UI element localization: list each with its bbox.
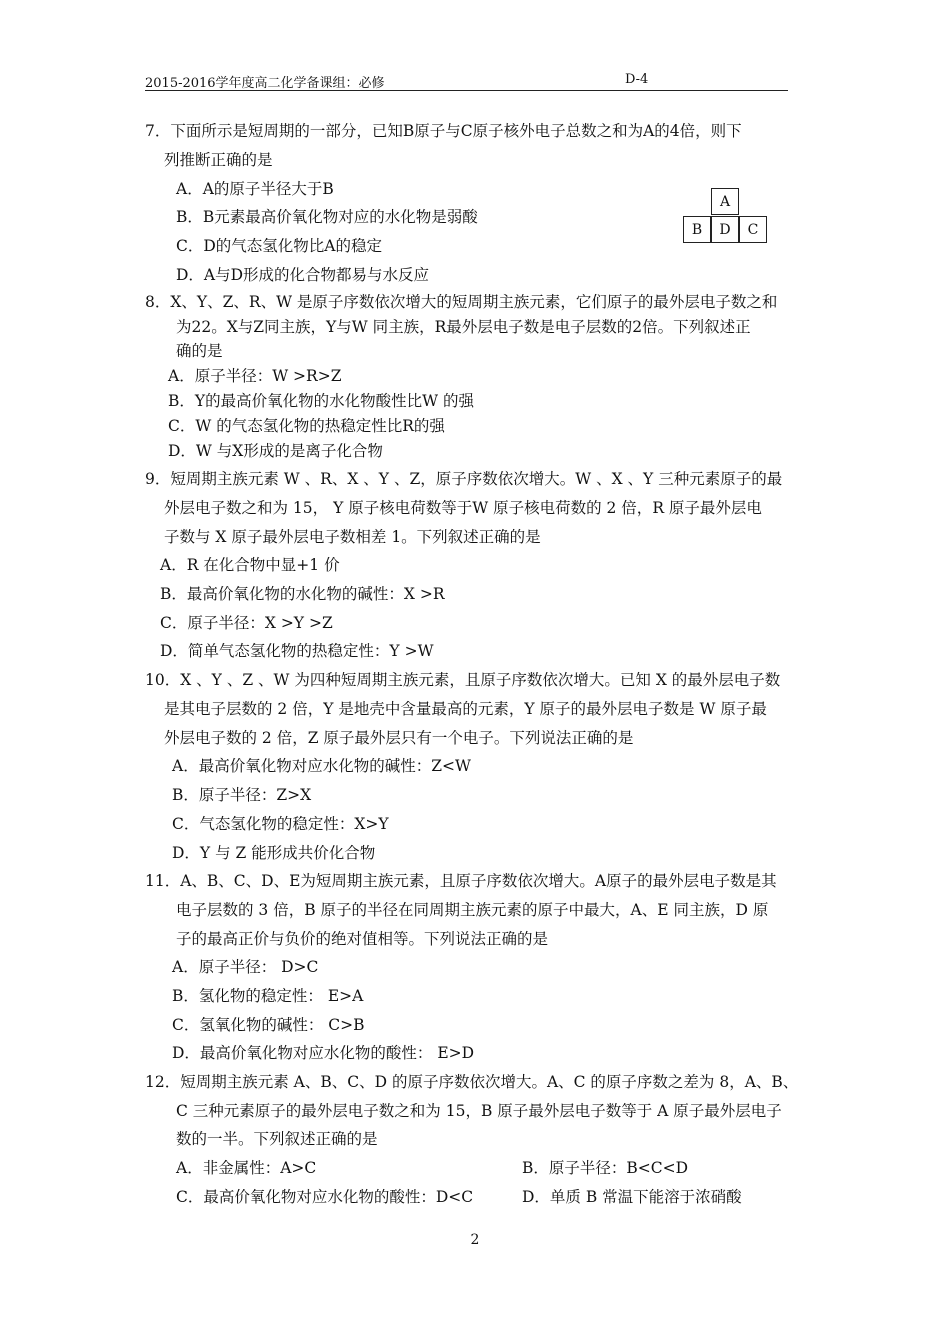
question-10-stem-line-1: 10．X 、Y 、Z 、W 为四种短周期主族元素，且原子序数依次增大。已知 X 的最外层电子数: [145, 671, 781, 689]
page-header: [145, 72, 788, 91]
question-7-stem-line-2: 列推断正确的是: [164, 151, 273, 169]
question-7-option-a: A．A的原子半径大于B: [176, 180, 334, 198]
question-9-option-a: A．R 在化合物中显+1 价: [160, 556, 340, 574]
header-doc-code: D-4: [625, 72, 649, 87]
question-9-option-d: D．简单气态氢化物的热稳定性：Y >W: [160, 642, 434, 660]
question-8-option-a: A．原子半径：W >R>Z: [168, 367, 342, 385]
question-12-option-b: B．原子半径：B<C<D: [522, 1159, 689, 1177]
question-10-stem-line-2: 是其电子层数的 2 倍，Y 是地壳中含量最高的元素，Y 原子的最外层电子数是 W 原子最: [164, 700, 767, 718]
question-8-stem-line-1: 8．X、Y、Z、R、W 是原子序数依次增大的短周期主族元素，它们原子的最外层电子数之和: [145, 293, 778, 311]
question-10-option-d: D．Y 与 Z 能形成共价化合物: [172, 844, 376, 862]
question-7-option-c: C．D的气态氢化物比A的稳定: [176, 237, 382, 255]
question-12-stem-line-2: C 三种元素原子的最外层电子数之和为 15，B 原子最外层电子数等于 A 原子最外层电子: [176, 1102, 782, 1120]
question-8-stem-line-3: 确的是: [176, 342, 223, 360]
question-8-stem-line-2: 为22。X与Z同主族，Y与W 同主族，R最外层电子数是电子层数的2倍。下列叙述正: [176, 318, 751, 336]
question-7-stem-line-1: 7．下面所示是短周期的一部分，已知B原子与C原子核外电子总数之和为A的4倍，则下: [145, 122, 742, 140]
question-10-option-c: C．气态氢化物的稳定性：X>Y: [172, 815, 389, 833]
table-cell-b: B: [683, 216, 711, 243]
question-11-option-c: C．氢氧化物的碱性： C>B: [172, 1016, 365, 1034]
table-cell-d: D: [711, 216, 739, 243]
question-9-option-c: C．原子半径：X >Y >Z: [160, 614, 333, 632]
header-course-text: 2015-2016学年度高二化学备课组：必修: [145, 76, 385, 91]
question-9-stem-line-3: 子数与 X 原子最外层电子数相差 1。下列叙述正确的是: [164, 528, 541, 546]
question-12-stem-line-3: 数的一半。下列叙述正确的是: [176, 1130, 378, 1148]
question-8-option-b: B．Y的最高价氧化物的水化物酸性比W 的强: [168, 392, 474, 410]
question-8-option-c: C．W 的气态氢化物的热稳定性比R的强: [168, 417, 445, 435]
question-11-option-b: B．氢化物的稳定性： E>A: [172, 987, 364, 1005]
question-7-option-d: D．A与D形成的化合物都易与水反应: [176, 266, 430, 284]
question-12-option-d: D．单质 B 常温下能溶于浓硝酸: [522, 1188, 742, 1206]
table-cell-c: C: [739, 216, 767, 243]
question-11-option-a: A．原子半径： D>C: [172, 958, 319, 976]
question-7-option-b: B．B元素最高价氧化物对应的水化物是弱酸: [176, 208, 478, 226]
question-9-stem-line-2: 外层电子数之和为 15， Y 原子核电荷数等于W 原子核电荷数的 2 倍，R 原子最外层电: [164, 499, 762, 517]
periodic-table-fragment: [683, 188, 771, 244]
question-9-option-b: B．最高价氧化物的水化物的碱性：X >R: [160, 585, 445, 603]
question-12-stem-line-1: 12．短周期主族元素 A、B、C、D 的原子序数依次增大。A、C 的原子序数之差为 8，A、B、: [145, 1073, 799, 1091]
page-number: 2: [470, 1232, 480, 1248]
question-10-option-b: B．原子半径：Z>X: [172, 786, 312, 804]
question-11-option-d: D．最高价氧化物对应水化物的酸性： E>D: [172, 1044, 475, 1062]
table-cell-a: A: [711, 188, 739, 215]
question-11-stem-line-2: 电子层数的 3 倍，B 原子的半径在同周期主族元素的原子中最大，A、E 同主族，D 原: [176, 901, 769, 919]
question-11-stem-line-3: 子的最高正价与负价的绝对值相等。下列说法正确的是: [176, 930, 549, 948]
question-10-stem-line-3: 外层电子数的 2 倍，Z 原子最外层只有一个电子。下列说法正确的是: [164, 729, 634, 747]
question-12-option-c: C．最高价氧化物对应水化物的酸性：D<C: [176, 1188, 474, 1206]
question-12-option-a: A．非金属性：A>C: [176, 1159, 317, 1177]
question-8-option-d: D．W 与X形成的是离子化合物: [168, 442, 383, 460]
question-11-stem-line-1: 11．A、B、C、D、E为短周期主族元素，且原子序数依次增大。A原子的最外层电子数是其: [145, 872, 777, 890]
question-10-option-a: A．最高价氧化物对应水化物的碱性：Z<W: [172, 757, 471, 775]
question-9-stem-line-1: 9．短周期主族元素 W 、R、X 、Y 、Z，原子序数依次增大。W 、X 、Y 三种元素原子的最: [145, 470, 783, 488]
